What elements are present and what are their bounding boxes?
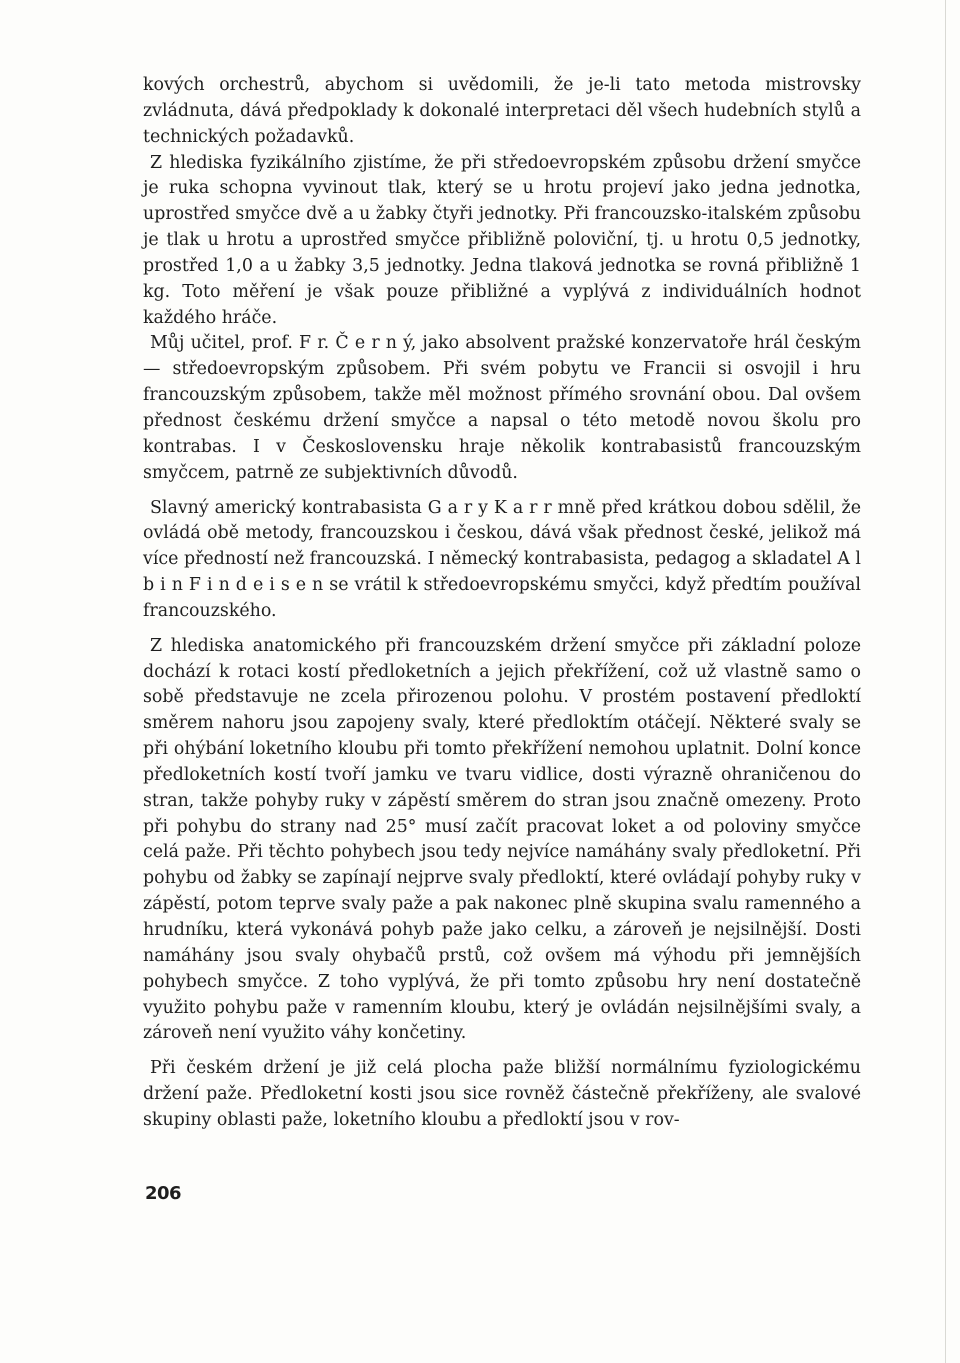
body-text — [143, 73, 861, 1134]
paragraph-gary-karr: Slavný americký kontrabasista G a r y K a r r mně před krátkou dobou sdělil, že ovládá obě metody, francouzskou i českou, dává však přednost české, jelikož má více předností než francouzská. I německý kontrabasista, pedagog a skladatel A l b i n F i n d e i s e n se vrátil k středoevropskému smyčci, když předtím používal francouzského. — [143, 497, 861, 621]
page-number: 206 — [145, 1183, 182, 1204]
paragraph-teacher-cerny: Můj učitel, prof. F r. Č e r n ý, jako absolvent pražské konzervatoře hrál českým — středoevropským způsobem. Při svém pobytu ve Francii si osvojil i hru francouzským způsobem, takže měl možnost přímého srovnání obou. Dal ovšem přednost českému držení smyčce a napsal o této metodě novou školu pro kontrabas. I v Československu hraje několik kontrabasistů francouzským smyčcem, patrně ze subjektivních důvodů. — [143, 333, 861, 483]
paragraph-czech-grip: Při českém držení je již celá plocha paže bližší normálnímu fyziologickému držení paže. Předloketní kosti jsou sice rovněž částečně překříženy, ale svalové skupiny oblasti paže, loketního kloubu a předloktí jsou v rov- — [143, 1058, 861, 1130]
paragraph-physical-pressure: Z hlediska fyzikálního zjistíme, že při středoevropském způsobu držení smyčce je ruka schopna vyvinout tlak, který se u hrotu projeví jako jedna jednotka, uprostřed smyčce dvě a u žabky čtyři jednotky. Při francouzsko-italském způsobu je tlak u hrotu a uprostřed smyčce přibližně poloviční, tj. u hrotu 0,5 jednotky, prostřed 1,0 a u žabky 3,5 jednotky. Jedna tlaková jednotka se rovná přibližně 1 kg. Toto měření je však pouze přibližné a vyplývá z individuálních hodnot každého hráče. — [143, 152, 861, 328]
paragraph-anatomical: Z hlediska anatomického při francouzském držení smyčce při základní poloze dochází k rotaci kostí předloketních a jejich překřížení, což už vlastně samo o sobě představuje ne zcela přirozenou polohu. V prostém postavení předloktí směrem nahoru jsou zapojeny svaly, které předloktím otáčejí. Některé svaly se při ohýbání loketního kloubu při tomto překřížení nemohou uplatnit. Dolní konce předloketních kostí tvoří jamku ve tvaru vidlice, dosti výrazně ohraničenou do stran, takže pohyby ruky v zápěstí směrem do stran jsou značně omezeny. Proto při pohybu do strany nad 25° musí začít pracovat loket a od poloviny smyčce celá paže. Při těchto pohybech jsou tedy nejvíce namáhány svaly předloketní. Při pohybu od žabky se zapínají nejprve svaly předloktí, které ovládají pohyby ruky v zápěstí, potom teprve svaly paže a pak nakonec plně skupina svalu ramenného a hrudníku, která vykonává pohyb paže jako celku, a zároveň je nejsilnější. Dosti namáhány jsou svaly ohybačů prstů, což ovšem má výhodu při jemnějších pohybech smyčce. Z toho vyplývá, že při tomto způsobu hry není dostatečně využito pohybu paže v ramenním kloubu, který je ovládán nejsilnějšími svaly, a zároveň není využito váhy končetiny. — [143, 635, 861, 1044]
page-edge — [945, 0, 946, 1363]
paragraph-continuation: kových orchestrů, abychom si uvědomili, že je-li tato metoda mistrovsky zvládnuta, dává předpoklady k dokonalé interpretaci děl všech hudebních stylů a technických požadavků. — [143, 75, 861, 147]
